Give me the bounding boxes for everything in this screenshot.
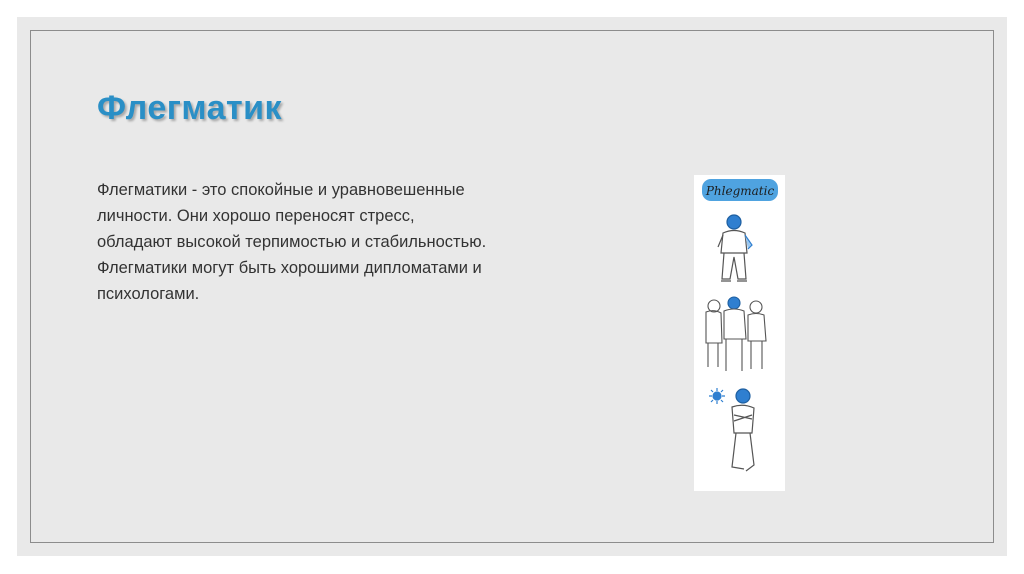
slide-title: Флегматик <box>97 89 283 127</box>
slide <box>17 17 1007 556</box>
phlegmatic-illustration <box>694 175 785 491</box>
illustration-label: Phlegmatic <box>705 184 775 198</box>
phlegmatic-figures-illustration <box>694 175 785 491</box>
slide-body-text: Флегматики - это спокойные и уравновешенные личности. Они хорошо переносят стресс, обладают высокой терпимостью и стабильностью. Флегматики могут быть хорошими дипломатами и психологами. <box>97 181 487 303</box>
calm-figure-icon <box>709 388 754 471</box>
standing-figure-icon <box>718 215 752 281</box>
group-figures-icon <box>706 297 766 371</box>
